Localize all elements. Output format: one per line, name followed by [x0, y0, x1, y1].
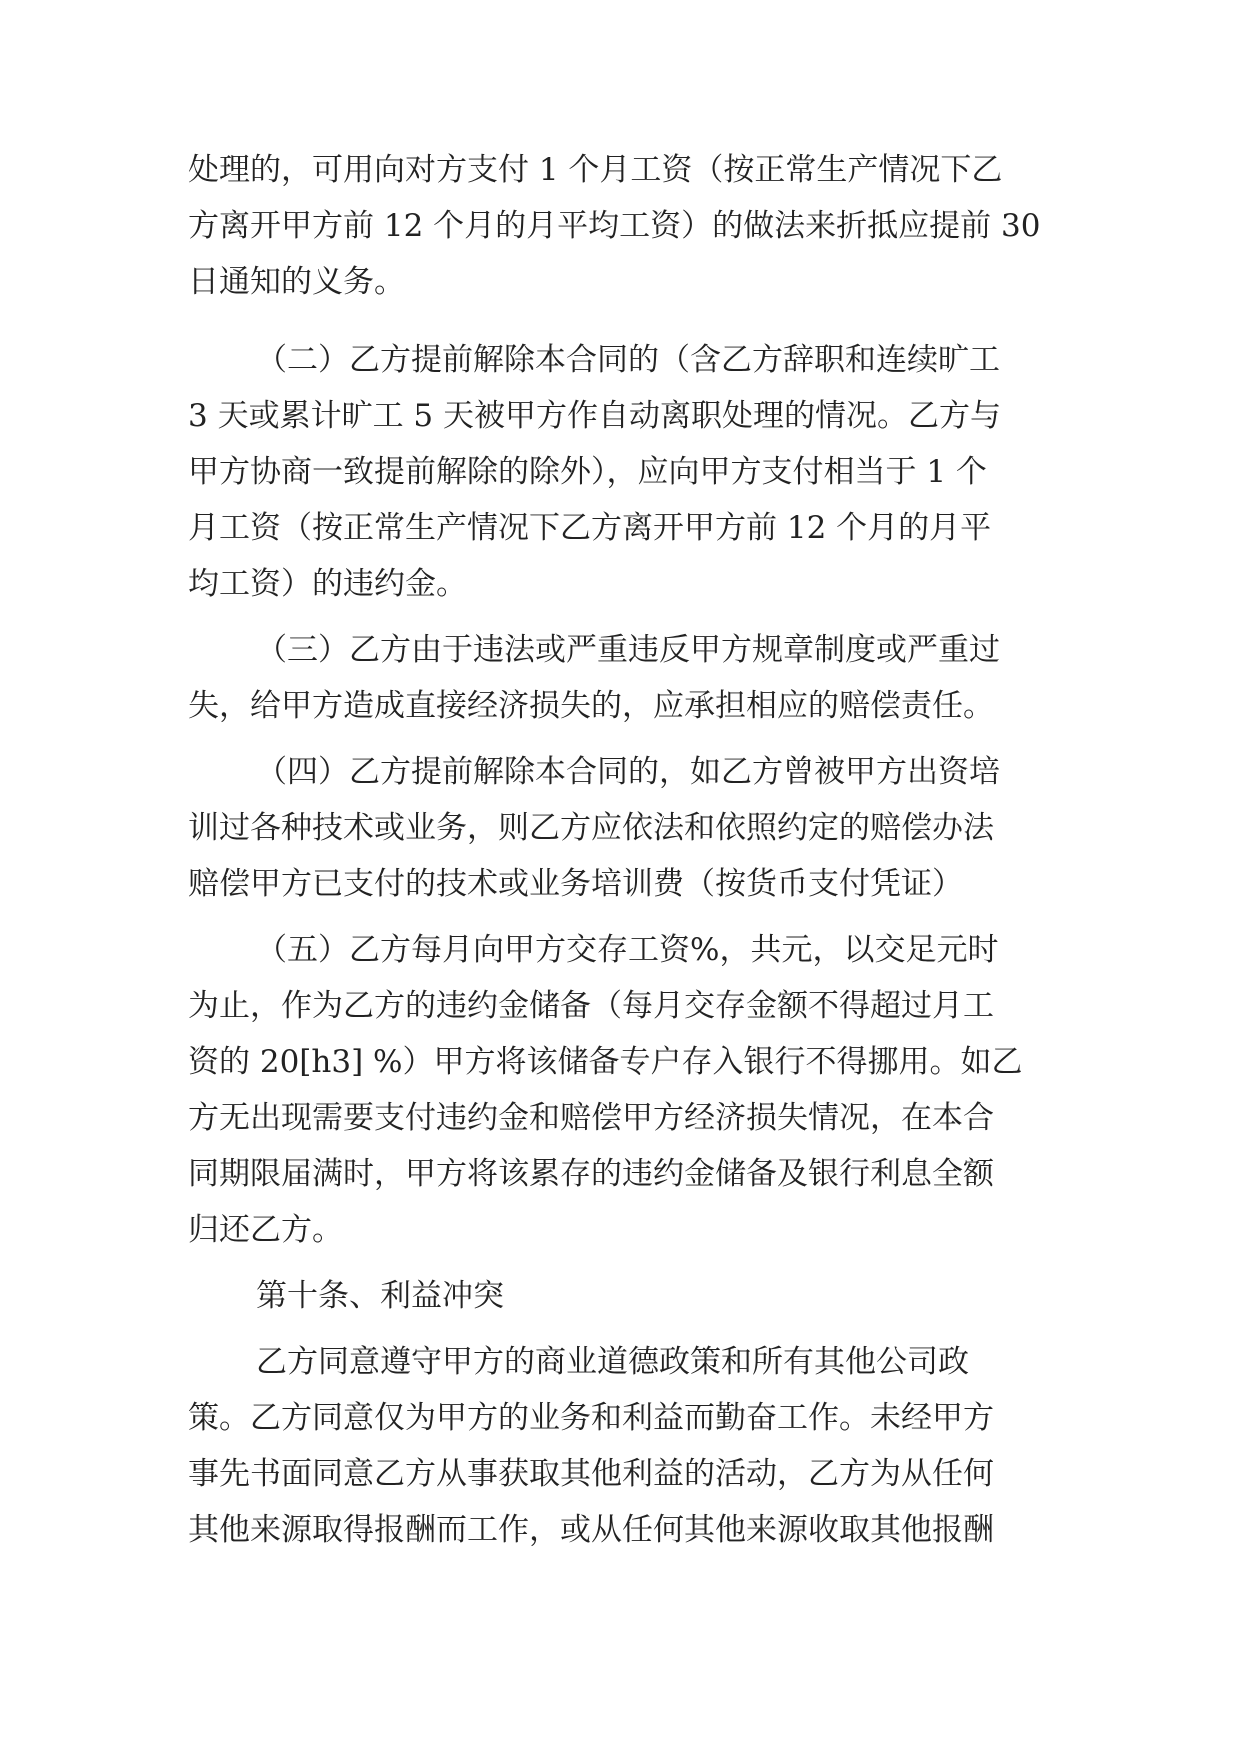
- text-line: 均工资）的违约金。: [188, 566, 467, 602]
- text-line: （四）乙方提前解除本合同的，如乙方曾被甲方出资培: [256, 754, 1000, 790]
- text-line: 甲方协商一致提前解除的除外），应向甲方支付相当于 1 个: [188, 454, 987, 490]
- text-line: 策。乙方同意仅为甲方的业务和利益而勤奋工作。未经甲方: [188, 1400, 994, 1436]
- text-line: 其他来源取得报酬而工作，或从任何其他来源收取其他报酬: [188, 1512, 994, 1548]
- text-line: （三）乙方由于违法或严重违反甲方规章制度或严重过: [256, 632, 1000, 668]
- text-line: 为止，作为乙方的违约金储备（每月交存金额不得超过月工: [188, 988, 994, 1024]
- text-line: 归还乙方。: [188, 1212, 343, 1248]
- text-line: 方无出现需要支付违约金和赔偿甲方经济损失情况，在本合: [188, 1100, 994, 1136]
- text-line: 失，给甲方造成直接经济损失的，应承担相应的赔偿责任。: [188, 688, 994, 724]
- text-line: 处理的，可用向对方支付 1 个月工资（按正常生产情况下乙: [188, 152, 1003, 188]
- text-line: 方离开甲方前 12 个月的月平均工资）的做法来折抵应提前 30: [188, 208, 1041, 244]
- text-line: 3 天或累计旷工 5 天被甲方作自动离职处理的情况。乙方与: [188, 398, 1002, 434]
- text-line: 资的 20[h3] %）甲方将该储备专户存入银行不得挪用。如乙: [188, 1044, 1023, 1080]
- text-line: （五）乙方每月向甲方交存工资%，共元，以交足元时: [256, 932, 999, 968]
- text-line: 赔偿甲方已支付的技术或业务培训费（按货币支付凭证）: [188, 866, 963, 902]
- text-line: 日通知的义务。: [188, 264, 405, 300]
- text-line: （二）乙方提前解除本合同的（含乙方辞职和连续旷工: [256, 342, 1000, 378]
- section-heading: 第十条、利益冲突: [256, 1278, 504, 1314]
- text-line: 月工资（按正常生产情况下乙方离开甲方前 12 个月的月平: [188, 510, 992, 546]
- text-line: 同期限届满时，甲方将该累存的违约金储备及银行利息全额: [188, 1156, 994, 1192]
- text-line: 事先书面同意乙方从事获取其他利益的活动，乙方为从任何: [188, 1456, 994, 1492]
- text-line: 乙方同意遵守甲方的商业道德政策和所有其他公司政: [256, 1344, 969, 1380]
- text-line: 训过各种技术或业务，则乙方应依法和依照约定的赔偿办法: [188, 810, 994, 846]
